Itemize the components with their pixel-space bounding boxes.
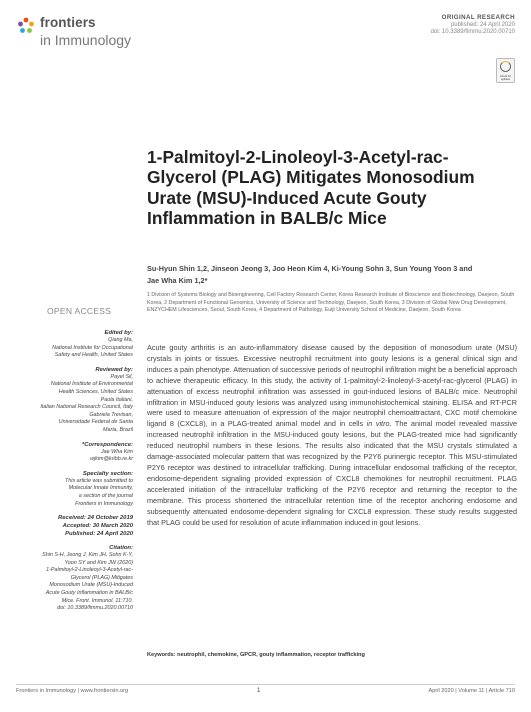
- citation-line: Monosodium Urate (MSU)-Induced: [49, 582, 133, 589]
- reviewer-line: Paola Italiani,: [100, 396, 133, 403]
- logo-name: frontiers: [40, 15, 96, 30]
- doi[interactable]: doi: 10.3389/fimmu.2020.00710: [430, 29, 515, 35]
- reviewer-line: National Institute of Environmental: [50, 381, 133, 388]
- affiliations: 1 Division of Systems Biology and Bioengineering, Cell Factory Research Center, Korea Research Institute of Bioscience and Biotechnology, Daejeon, South Korea, 2 Department of Functional Genomics, University of Science and Technology, Daejeon, South Korea, 3 Division of Global New Drug Development, ENZYCHEM Lifesciences, Seoul, South Korea, 4 Department of Pathology, Eulji University School of Medicine, Daejeon, South Korea: [147, 292, 515, 314]
- citation-line: Mice. Front. Immunol. 11:710.: [61, 597, 133, 604]
- reviewer-line: Payel Sil,: [110, 373, 133, 380]
- open-access-label: OPEN ACCESS: [47, 306, 112, 316]
- footer-divider: [16, 684, 515, 685]
- editor-line: National Institute for Occupational: [52, 344, 133, 351]
- reviewer-line: Maria, Brazil: [103, 426, 133, 433]
- keywords-label: Keywords:: [147, 652, 176, 658]
- reviewer-line: Italian National Research Council, Italy: [40, 404, 133, 411]
- article-type: ORIGINAL RESEARCH: [441, 14, 515, 21]
- check-for-updates-badge[interactable]: [496, 58, 515, 83]
- correspondence-name: Jae Wha Kim: [100, 448, 133, 455]
- citation-line: Shin S-H, Jeong J, Kim JH, Sohn K-Y,: [42, 552, 133, 559]
- abstract-text: . The animal model revealed massive increased neutrophil infiltration in the MSU-induced gouty lesions, but the PLAG-treated mice had significantly reduced neutrophil numbers in these lesions. The results also indicated that the MSU crystals stimulated a damage-associated molecular pattern that was recognized by the P2Y6 purinergic receptor. This MSU-stimulated P2Y6 receptor was destined to intracellular trafficking. During intracellular endosomal trafficking of the receptor, endosome-dependent signaling provided expression of CXCL8 chemokines for neutrophil recruitment. PLAG accelerated initiation of the intracellular trafficking of the P2Y6 receptor and returning the receptor to the membrane. This process shortened the intracellular retention time of the receptor anchoring endosome and subsequently attenuated endosome-dependent signaling for CXCL8 expression. These study results suggested that PLAG could be used for resolution of acute inflammation induced in gout lesions.: [147, 419, 517, 527]
- correspondence-email[interactable]: wjkim@kribb.re.kr: [90, 456, 133, 463]
- author-line[interactable]: Jae Wha Kim 1,2*: [147, 276, 208, 285]
- received-date: Received: 24 October 2019: [58, 515, 133, 522]
- article-title: 1-Palmitoyl-2-Linoleoyl-3-Acetyl-rac-Glycerol (PLAG) Mitigates Monosodium Urate (MSU)-Induced Acute Gouty Inflammation in BALB/c Mice: [147, 147, 475, 229]
- citation-line: 1-Palmitoyl-2-Linoleoyl-3-Acetyl-rac-: [46, 567, 133, 574]
- reviewer-line: Health Sciences, United States: [58, 388, 133, 395]
- specialty-line: Frontiers in Immunology: [75, 500, 133, 507]
- logo-journal: in Immunology: [40, 32, 132, 48]
- specialty-line: This article was submitted to: [64, 477, 133, 484]
- citation-label: Citation:: [109, 545, 133, 552]
- specialty-line: a section of the journal: [78, 492, 133, 499]
- check-badge-label: Check for updates: [499, 75, 512, 81]
- specialty-section-label: Specialty section:: [82, 470, 133, 477]
- footer-issue-info: April 2020 | Volume 11 | Article 710: [428, 688, 515, 694]
- citation-line: Yoon SY and Kim JW (2020): [64, 559, 133, 566]
- journal-logo[interactable]: [16, 14, 176, 54]
- author-line[interactable]: Su-Hyun Shin 1,2, Jinseon Jeong 3, Joo Heon Kim 4, Ki-Young Sohn 3, Sun Young Yoon 3 and: [147, 264, 473, 273]
- reviewer-line: Universidade Federal de Santa: [58, 419, 133, 426]
- article-info-sidebar: [16, 306, 133, 613]
- footer-journal-link[interactable]: Frontiers in Immunology | www.frontiersin.org: [16, 688, 129, 694]
- citation-line: Acute Gouty Inflammation in BALB/c: [45, 590, 133, 597]
- keywords-list: neutrophil, chemokine, GPCR, gouty inflammation, receptor trafficking: [177, 652, 365, 658]
- published-date: published: 24 April 2020: [450, 22, 515, 28]
- specialty-line: Molecular Innate Immunity,: [68, 485, 133, 492]
- page-number: 1: [257, 688, 261, 694]
- author-list: [147, 263, 517, 287]
- refresh-icon: [500, 61, 511, 72]
- edited-by-label: Edited by:: [104, 330, 133, 336]
- correspondence-label: *Correspondence:: [81, 441, 133, 448]
- citation-line: Glycerol (PLAG) Mitigates: [70, 574, 133, 581]
- abstract: [147, 343, 517, 528]
- keywords: [147, 652, 517, 658]
- reviewed-by-label: Reviewed by:: [95, 366, 133, 373]
- accepted-date: Accepted: 30 March 2020: [62, 523, 133, 530]
- citation-doi[interactable]: doi: 10.3389/fimmu.2020.00710: [57, 605, 133, 612]
- published-date-sidebar: Published: 24 April 2020: [65, 531, 133, 538]
- editor-line: Safety and Health, United States: [54, 352, 133, 359]
- frontiers-logo-icon: [16, 16, 36, 36]
- abstract-text: Acute gouty arthritis is an auto-inflammatory disease caused by the deposition of monosodium urate (MSU) crystals in joints or tissues. Excessive neutrophil recruitment into gouty lesions is a general clinical sign and induces a pain phenotype. Attenuation of successive periods of neutrophil infiltration might be a beneficial approach to achieve therapeutic efficacy. In this study, the activity of 1-palmitoyl-2-linoleoyl-3-acetyl-rac-glycerol (PLAG) in attenuation of excess neutrophil infiltration was assessed in gout-induced lesions of BALB/c mice. Neutrophil infiltration in MSU-induced gouty lesions was analyzed using immunohistochemical staining. ELISA and RT-PCR were used to measure attenuation of expression of the major neutrophil chemoattractant, CXC motif chemokine ligand 8 (CXCL8), in a PLAG-treated animal model and in cells: [147, 343, 517, 429]
- abstract-italic: in vitro: [366, 419, 390, 429]
- editor-line: Qiang Ma,: [108, 337, 133, 343]
- reviewer-line: Gabriela Trevisan,: [89, 411, 133, 418]
